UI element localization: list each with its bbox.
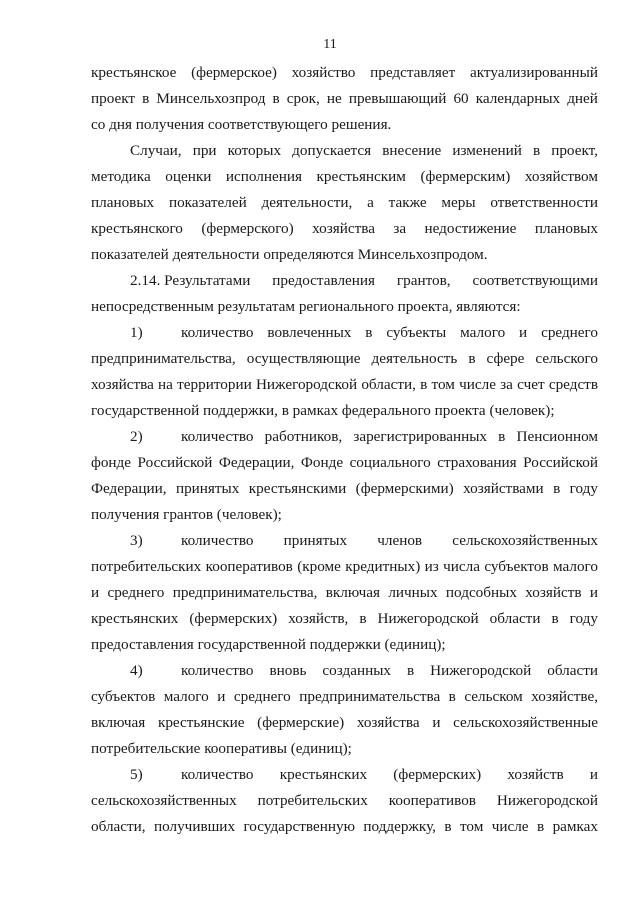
text-line: проект в Минсельхозпрод в срок, не превышающий 60 календарных дней <box>91 90 598 107</box>
text-line: Случаи, при которых допускается внесение изменений в проект, <box>130 142 598 159</box>
list-item-text: количество принятых членов сельскохозяйственных потребительских кооперативов (кроме кредитных) из числа субъектов малого и среднего предпринимательства, включая личных подсобных хозяйств и крестьянских (фермерских) хозяйств, в Нижегородской области в году предоставления государственной поддержки (единиц); <box>91 532 598 653</box>
section-number: 2.14. Результатами <box>130 272 251 289</box>
list-item <box>91 762 598 840</box>
text-line: крестьянского (фермерского) хозяйства за недостижение плановых <box>91 220 598 237</box>
document-body <box>91 60 598 840</box>
section-2-14 <box>91 268 598 320</box>
text-line: 2.14. Результатами предоставления грантов, соответствующими <box>91 268 598 294</box>
list-item <box>91 658 598 762</box>
list-item-number: 1) <box>130 324 143 341</box>
text-line: непосредственным результатам регионального проекта, являются: <box>91 298 521 315</box>
text-line: плановых показателей деятельности, а также меры ответственности <box>91 194 598 211</box>
list-item-text: количество вновь созданных в Нижегородской области субъектов малого и среднего предпринимательства в сельском хозяйстве, включая крестьянские (фермерские) хозяйства и сельскохозяйственные потребительские кооперативы (единиц); <box>91 662 598 757</box>
text-line: методика оценки исполнения крестьянским (фермерским) хозяйством <box>91 168 598 185</box>
list-item <box>91 528 598 658</box>
list-item-text: количество работников, зарегистрированных в Пенсионном фонде Российской Федерации, Фонде социального страхования Российской Федерации, принятых крестьянскими (фермерскими) хозяйствами в году получения грантов (человек); <box>91 428 598 523</box>
list-item-number: 2) <box>130 428 143 445</box>
paragraph-cases <box>91 138 598 268</box>
paragraph-continuation <box>91 60 598 138</box>
list-item-number: 3) <box>130 532 143 549</box>
list-item-text: количество вовлеченных в субъекты малого и среднего предпринимательства, осуществляющие деятельность в сфере сельского хозяйства на территории Нижегородской области, в том числе за счет средств государственной поддержки, в рамках федерального проекта (человек); <box>91 324 598 419</box>
list-item <box>91 424 598 528</box>
text-line: крестьянское (фермерское) хозяйство представляет актуализированный <box>91 64 598 81</box>
text-line: со дня получения соответствующего решения. <box>91 116 392 133</box>
list-item-number: 5) <box>130 766 143 783</box>
list-item <box>91 320 598 424</box>
page-number: 11 <box>323 37 337 52</box>
list-item-number: 4) <box>130 662 143 679</box>
text-line: показателей деятельности определяются Минсельхозпродом. <box>91 246 488 263</box>
list-item-text: количество крестьянских (фермерских) хозяйств и сельскохозяйственных потребительских кооперативов Нижегородской области, получивших государственную поддержку, в том числе в рамках <box>91 766 598 835</box>
